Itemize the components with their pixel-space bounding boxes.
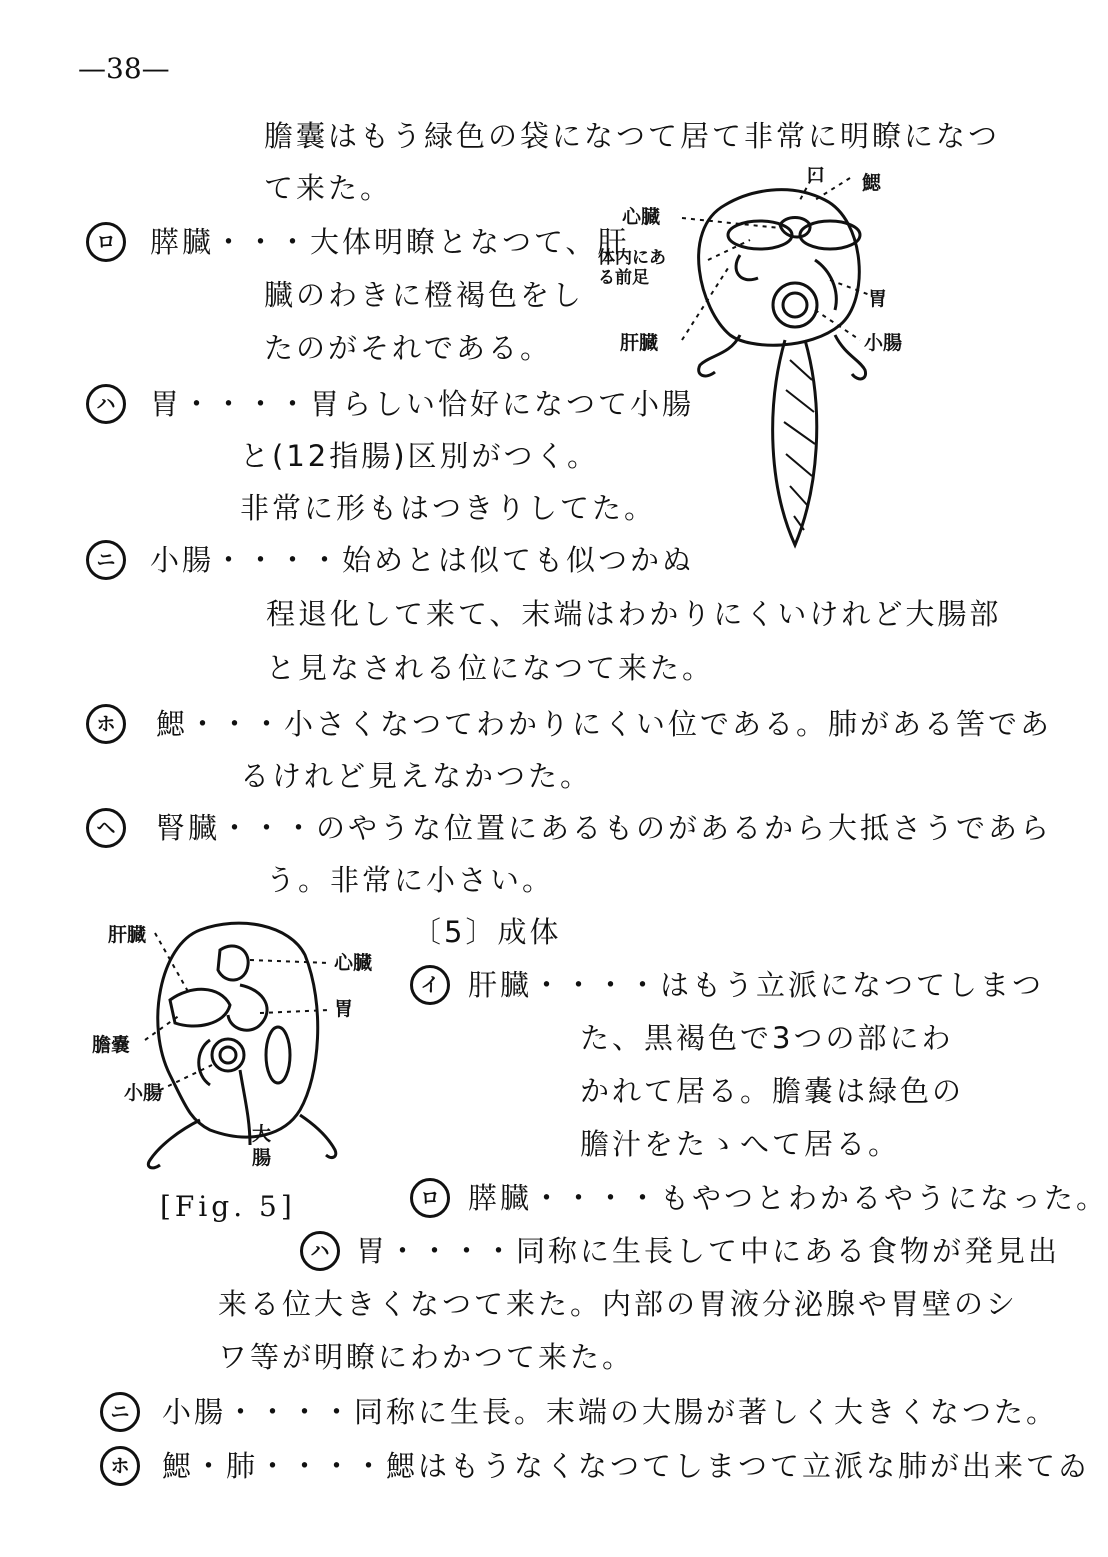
label-gallbladder: 膽嚢 (92, 1034, 131, 1056)
kidney-shape (266, 1027, 290, 1083)
gut-spiral (773, 283, 817, 327)
text-line: 肝臓・・・・はもう立派になつてしまつ (468, 968, 1045, 1002)
figure-caption: [Fig. 5] (160, 1190, 296, 1223)
liver-line (736, 255, 758, 280)
item-marker: ロ (86, 222, 126, 262)
label-stomach: 胃 (868, 288, 888, 310)
tail-hatching (784, 360, 815, 530)
item-marker: ニ (100, 1392, 140, 1432)
text-line: 鰓・肺・・・・鰓はもうなくなつてしまつて立派な肺が出来てゐ (162, 1449, 1091, 1483)
text-line: たのがそれである。 (264, 331, 553, 365)
frog-figure (100, 905, 400, 1195)
text-line: 胃・・・・同称に生長して中にある食物が発見出 (356, 1234, 1061, 1268)
stomach-shape (228, 985, 267, 1030)
page-number: —38— (78, 52, 170, 85)
label-liver: 肝臓 (108, 924, 147, 946)
text-line: と見なされる位になつて来た。 (266, 651, 715, 685)
item-marker: ホ (86, 704, 126, 744)
label-gill: 鰓 (862, 172, 882, 194)
item-marker: イ (410, 965, 450, 1005)
item-marker: ニ (86, 540, 126, 580)
intestine-coil (212, 1039, 244, 1071)
label-small-intestine: 小腸 (864, 332, 903, 354)
label-large-intestine: 大腸 (252, 1123, 272, 1169)
text-line: う。非常に小さい。 (266, 863, 555, 897)
section-heading: 〔5〕成体 (412, 915, 562, 949)
right-leg (835, 335, 866, 379)
text-line: 来る位大きくなつて来た。内部の胃液分泌腺や胃壁のシ (218, 1287, 1019, 1321)
item-marker: ハ (86, 384, 126, 424)
text-line: 膵臓・・・大体明瞭となつて、肝 (150, 225, 630, 259)
liver-shape (170, 989, 230, 1026)
text-line: 膽囊はもう緑色の袋になつて居て非常に明瞭になつ (264, 119, 1001, 153)
frog-body-outline (158, 923, 318, 1137)
right-arm (300, 1115, 336, 1157)
text-line: 胃・・・・胃らしい恰好になつて小腸 (150, 387, 695, 421)
left-leg (699, 335, 740, 376)
forelimb-left (728, 221, 792, 249)
label-mouth: 口 (806, 164, 826, 186)
tail-outline (773, 340, 817, 545)
text-line: と(12指腸)区別がつく。 (240, 439, 599, 473)
text-line: 膵臓・・・・もやつとわかるやうになった。 (468, 1181, 1108, 1215)
text-line: て来た。 (264, 171, 393, 205)
heart-shape (218, 946, 248, 980)
item-marker: ホ (100, 1446, 140, 1486)
text-line: 小腸・・・・同称に生長。末端の大腸が著しく大きくなつた。 (162, 1395, 1059, 1429)
label-heart: 心臓 (622, 206, 661, 228)
large-intestine (240, 1070, 250, 1145)
label-small-intestine: 小腸 (124, 1082, 163, 1104)
label-stomach: 胃 (334, 998, 354, 1020)
text-line: 臓のわきに橙褐色をし (264, 278, 585, 312)
text-line: 小腸・・・・始めとは似ても似つかぬ (150, 543, 695, 577)
item-marker: ヘ (86, 808, 126, 848)
text-line: 腎臓・・・のやうな位置にあるものがあるから大抵さうであら (156, 811, 1053, 845)
label-forelimb: 体内にある前足 (598, 248, 666, 288)
text-line: 鰓・・・小さくなつてわかりにくい位である。肺がある筈であ (156, 707, 1053, 741)
left-arm (148, 1120, 200, 1168)
text-line: た、黒褐色で3つの部にわ (580, 1021, 954, 1055)
text-line: ワ等が明瞭にわかつて来た。 (218, 1340, 635, 1374)
label-heart: 心臓 (334, 952, 373, 974)
text-line: るけれど見えなかつた。 (240, 759, 593, 793)
text-line: かれて居る。膽嚢は緑色の (580, 1074, 965, 1108)
item-marker: ハ (300, 1231, 340, 1271)
item-marker: ロ (410, 1178, 450, 1218)
label-liver: 肝臓 (620, 332, 659, 354)
text-line: 非常に形もはつきりしてた。 (240, 491, 657, 525)
text-line: 膽汁をたゝへて居る。 (580, 1127, 901, 1161)
text-line: 程退化して来て、末端はわかりにくいけれど大腸部 (266, 597, 1002, 631)
